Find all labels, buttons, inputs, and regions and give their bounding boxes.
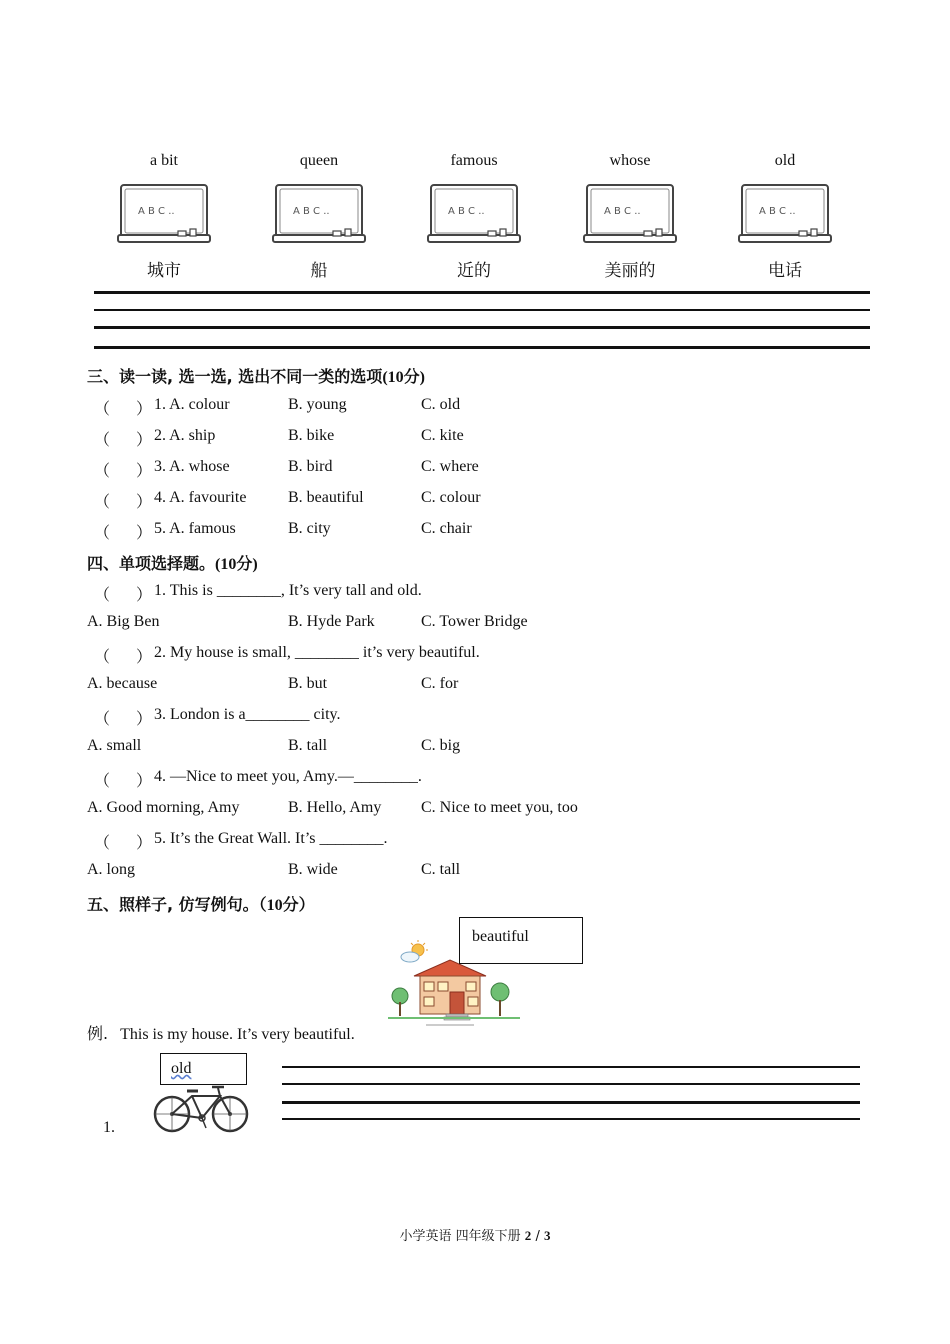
option-b: B. bird [288,458,333,475]
answer-blank[interactable]: （ ） [94,649,153,666]
answer-rule [282,1083,860,1085]
question-text: 1. A. colour [154,396,230,413]
option-b: B. bike [288,427,335,444]
answer-rule [282,1066,860,1068]
option-a: A. Good morning, Amy [87,799,240,816]
page-total: 3 [543,1228,551,1243]
svg-text:A B C ..: A B C .. [138,206,175,217]
vocab-chinese-word: 美丽的 [604,261,656,281]
vocab-chinese-word: 城市 [147,261,181,281]
option-b: B. but [288,675,328,692]
question-number: 1. [103,1119,115,1136]
svg-text:A B C ..: A B C .. [448,206,485,217]
writing-rule [94,346,870,349]
option-c: C. where [421,458,479,475]
answer-rule [282,1101,860,1104]
option-b: B. city [288,520,331,537]
answer-blank[interactable]: （ ） [94,525,153,542]
option-c: C. Nice to meet you, too [421,799,578,816]
answer-rule [282,1118,860,1120]
option-b: B. tall [288,737,328,754]
svg-text:A B C ..: A B C .. [759,206,796,217]
option-a: A. Big Ben [87,613,160,630]
writing-rule [94,309,870,311]
option-c: C. for [421,675,459,692]
footer-label: 小学英语 四年级下册 [399,1229,521,1244]
option-a: A. small [87,737,142,754]
answer-blank[interactable]: （ ） [94,711,153,728]
option-b: B. Hyde Park [288,613,375,630]
writing-rule [94,291,870,294]
option-a: A. because [87,675,158,692]
q1-word: old [171,1060,192,1077]
answer-blank[interactable]: （ ） [94,587,153,604]
example-sentence-row [87,1021,355,1044]
vocab-english-word: a bit [150,152,178,169]
question-text: 3. A. whose [154,458,230,475]
blackboard-icon [271,182,367,248]
option-c: C. Tower Bridge [421,613,528,630]
option-b: B. young [288,396,347,413]
answer-blank[interactable]: （ ） [94,432,153,449]
option-c: C. colour [421,489,481,506]
option-b: B. beautiful [288,489,364,506]
blackboard-icon [582,182,678,248]
vocab-english-word: queen [299,152,339,169]
blackboard-icon [426,182,522,248]
example-word-box [459,917,583,964]
vocab-chinese-word: 船 [310,261,328,281]
vocab-chinese-word: 近的 [457,261,491,281]
option-b: B. wide [288,861,338,878]
question-text: 3. London is a________ city. [154,706,341,723]
option-b: B. Hello, Amy [288,799,382,816]
answer-blank[interactable]: （ ） [94,773,153,790]
answer-blank[interactable]: （ ） [94,401,153,418]
page-number: 2 [524,1228,532,1243]
section-heading: 三、读一读, 选一选, 选出不同一类的选项(10分) [87,367,425,386]
blackboard-icon [116,182,212,248]
vocab-english-word: old [774,152,796,169]
answer-blank[interactable]: （ ） [94,835,153,852]
option-c: C. big [421,737,461,754]
answer-blank[interactable]: （ ） [94,463,153,480]
vocab-english-word: famous [450,152,498,169]
example-word: beautiful [472,928,529,945]
page-separator: / [535,1229,540,1244]
section-heading: 四、单项选择题。(10分) [87,554,258,573]
section-heading: 五、照样子, 仿写例句。（10分） [87,895,315,914]
question-text: 2. A. ship [154,427,216,444]
example-sentence: This is my house. It’s very beautiful. [120,1026,355,1043]
question-text: 5. It’s the Great Wall. It’s ________. [154,830,388,847]
blackboard-icon [737,182,833,248]
option-a: A. long [87,861,135,878]
example-label: 例. [87,1024,109,1043]
bicycle-illustration [152,1084,252,1138]
option-c: C. kite [421,427,464,444]
writing-rule [94,326,870,329]
question-text: 4. —Nice to meet you, Amy.—________. [154,768,422,785]
question-text: 2. My house is small, ________ it’s very beautiful. [154,644,480,661]
question-text: 4. A. favourite [154,489,247,506]
option-c: C. chair [421,520,472,537]
svg-text:A B C ..: A B C .. [604,206,641,217]
vocab-chinese-word: 电话 [768,261,802,281]
page-footer [0,1225,950,1244]
svg-text:A B C ..: A B C .. [293,206,330,217]
q1-word-box [160,1053,247,1085]
answer-blank[interactable]: （ ） [94,494,153,511]
option-c: C. old [421,396,461,413]
vocab-english-word: whose [609,152,651,169]
question-text: 5. A. famous [154,520,236,537]
option-c: C. tall [421,861,461,878]
question-text: 1. This is ________, It’s very tall and old. [154,582,422,599]
